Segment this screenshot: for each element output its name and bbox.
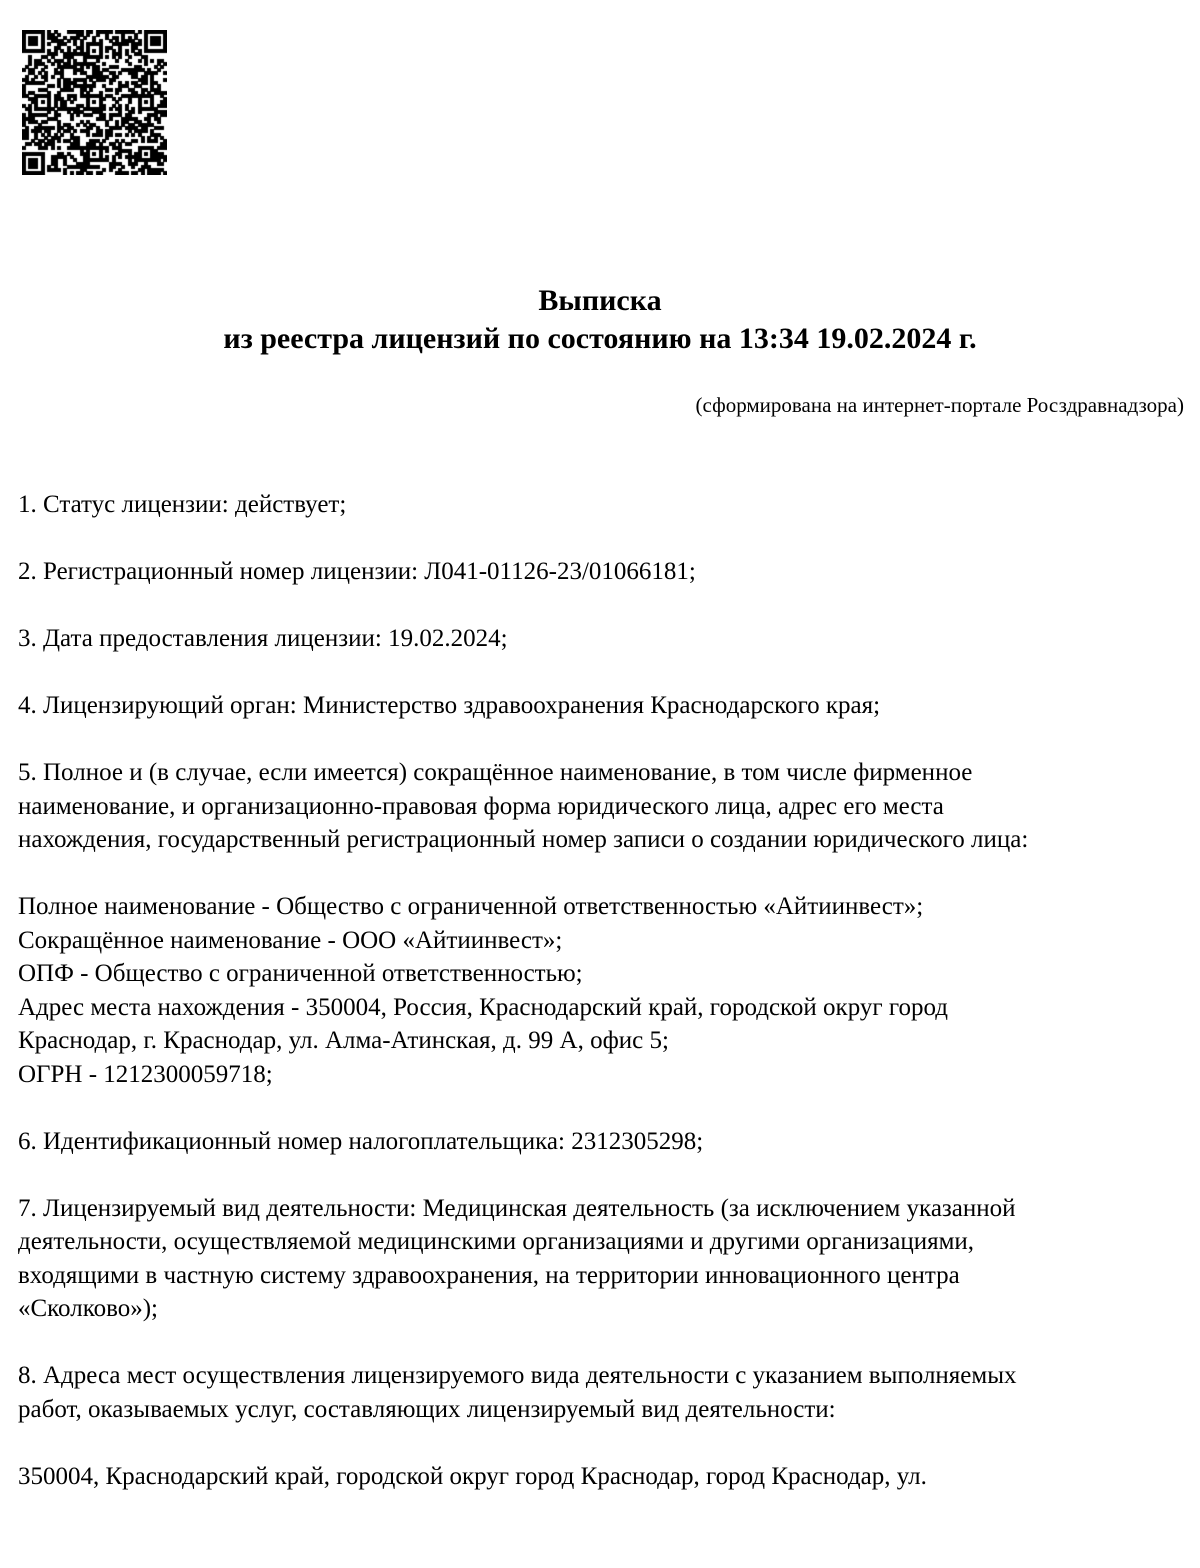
text-line: Сокращённое наименование - ООО «Айтиинвест»; [18, 926, 563, 954]
paragraph-licensing-authority [18, 689, 1186, 723]
paragraph-licensed-activity [18, 1192, 1186, 1326]
paragraph-activity-addresses-header [18, 1359, 1186, 1426]
text-line: работ, оказываемых услуг, составляющих лицензируемый вид деятельности: [18, 1395, 836, 1423]
paragraph-status [18, 488, 1186, 522]
text-line: 7. Лицензируемый вид деятельности: Медицинская деятельность (за исключением указанной [18, 1194, 1016, 1222]
document-body [18, 488, 1186, 1527]
paragraph-entity-name-header [18, 756, 1186, 857]
text-line: ОПФ - Общество с ограниченной ответственностью; [18, 960, 583, 987]
paragraph-activity-address [18, 1460, 1186, 1494]
title-line-2: из реестра лицензий по состоянию на 13:34 19.02.2024 г. [223, 322, 977, 355]
text-line: 1. Статус лицензии: действует; [18, 491, 347, 518]
text-line: входящими в частную систему здравоохранения, на территории инновационного центра [18, 1261, 960, 1289]
text-line: нахождения, государственный регистрационный номер записи о создании юридического лица: [18, 826, 1029, 853]
text-line: 6. Идентификационный номер налогоплательщика: 2312305298; [18, 1127, 704, 1155]
generation-note: (сформирована на интернет-портале Росздравнадзора) [695, 393, 1184, 417]
text-line: ОГРН - 1212300059718; [18, 1060, 273, 1088]
title-line-1: Выписка [538, 284, 662, 317]
paragraph-taxpayer-id [18, 1125, 1186, 1159]
text-line: Адрес места нахождения - 350004, Россия, Краснодарский край, городской округ город [18, 993, 948, 1021]
qr-code [22, 30, 167, 175]
text-line: деятельности, осуществляемой медицинскими организациями и другими организациями, [18, 1228, 975, 1255]
text-line: Краснодар, г. Краснодар, ул. Алма-Атинская, д. 99 А, офис 5; [18, 1027, 669, 1054]
paragraph-entity-details [18, 890, 1186, 1091]
text-line: 4. Лицензирующий орган: Министерство здравоохранения Краснодарского края; [18, 692, 881, 719]
paragraph-grant-date [18, 622, 1186, 656]
document-title [0, 282, 1200, 358]
text-line: Полное наименование - Общество с ограниченной ответственностью «Айтиинвест»; [18, 893, 924, 920]
text-line: 2. Регистрационный номер лицензии: Л041-01126-23/01066181; [18, 558, 696, 585]
text-line: 5. Полное и (в случае, если имеется) сокращённое наименование, в том числе фирменное [18, 759, 973, 786]
text-line: 350004, Краснодарский край, городской округ город Краснодар, город Краснодар, ул. [18, 1462, 927, 1490]
text-line: 8. Адреса мест осуществления лицензируемого вида деятельности с указанием выполняемых [18, 1362, 1017, 1389]
text-line: «Сколково»); [18, 1295, 158, 1322]
text-line: наименование, и организационно-правовая форма юридического лица, адрес его места [18, 792, 944, 820]
text-line: 3. Дата предоставления лицензии: 19.02.2024; [18, 625, 508, 652]
paragraph-registration-number [18, 555, 1186, 589]
